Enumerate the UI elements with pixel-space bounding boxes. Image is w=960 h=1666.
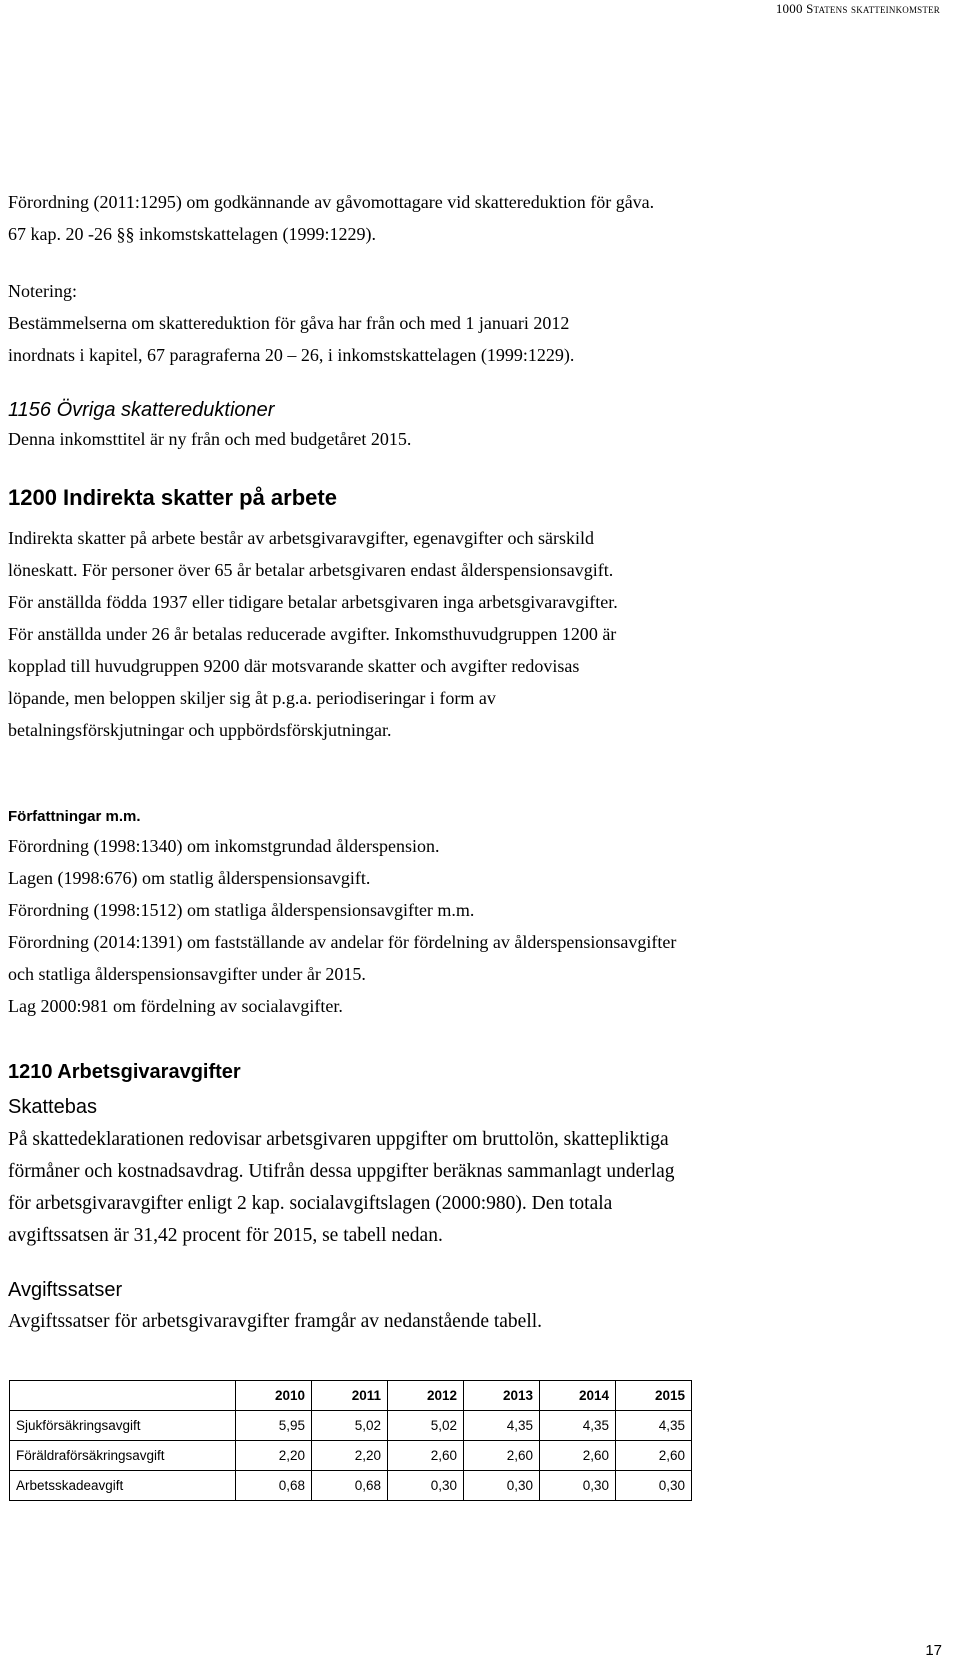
section-1200-heading: 1200 Indirekta skatter på arbete bbox=[8, 485, 337, 510]
section-1200-line: löpande, men beloppen skiljer sig åt p.g.a. periodiseringar i form av bbox=[8, 688, 496, 708]
page-number: 17 bbox=[925, 1642, 942, 1659]
table-cell: 2,60 bbox=[616, 1441, 692, 1471]
table-header-cell: 2015 bbox=[616, 1381, 692, 1411]
table-header-cell: 2011 bbox=[312, 1381, 388, 1411]
row-label: Arbetsskadeavgift bbox=[10, 1471, 236, 1501]
table-header-cell: 2010 bbox=[236, 1381, 312, 1411]
table-cell: 4,35 bbox=[464, 1411, 540, 1441]
row-label: Föräldraförsäkringsavgift bbox=[10, 1441, 236, 1471]
running-header bbox=[776, 1, 940, 17]
table-cell: 2,60 bbox=[388, 1441, 464, 1471]
table-header-cell bbox=[10, 1381, 236, 1411]
skattebas-line: avgiftssatsen är 31,42 procent för 2015, se tabell nedan. bbox=[8, 1225, 443, 1246]
table-cell: 2,20 bbox=[236, 1441, 312, 1471]
header-title: Statens skatteinkomster bbox=[806, 1, 940, 16]
table-cell: 0,30 bbox=[388, 1471, 464, 1501]
legislation-line: Lagen (1998:676) om statlig ålderspensionsavgift. bbox=[8, 868, 371, 888]
table-row bbox=[10, 1441, 692, 1471]
table-cell: 2,20 bbox=[312, 1441, 388, 1471]
table-cell: 5,95 bbox=[236, 1411, 312, 1441]
section-1156-text: Denna inkomsttitel är ny från och med budgetåret 2015. bbox=[8, 429, 412, 449]
legislation-line: Förordning (2014:1391) om fastställande av andelar för fördelning av ålderspensionsavgifter bbox=[8, 932, 677, 952]
table-cell: 0,68 bbox=[312, 1471, 388, 1501]
section-1210-heading: 1210 Arbetsgivaravgifter bbox=[8, 1061, 241, 1083]
legislation-heading: Författningar m.m. bbox=[8, 808, 141, 825]
table-header-cell: 2013 bbox=[464, 1381, 540, 1411]
intro-block bbox=[8, 186, 948, 250]
section-1200-line: betalningsförskjutningar och uppbördsförskjutningar. bbox=[8, 720, 392, 740]
table-cell: 0,30 bbox=[464, 1471, 540, 1501]
legislation-line: Förordning (1998:1512) om statliga ålderspensionsavgifter m.m. bbox=[8, 900, 475, 920]
header-number: 1000 bbox=[775, 1, 803, 16]
skattebas-subheading: Skattebas bbox=[8, 1096, 97, 1118]
table-cell: 2,60 bbox=[540, 1441, 616, 1471]
table-cell: 0,30 bbox=[616, 1471, 692, 1501]
legislation-line: Förordning (1998:1340) om inkomstgrundad ålderspension. bbox=[8, 836, 440, 856]
section-1200-line: Indirekta skatter på arbete består av arbetsgivaravgifter, egenavgifter och särskild bbox=[8, 528, 595, 548]
note-line: Bestämmelserna om skattereduktion för gåva har från och med 1 januari 2012 bbox=[8, 313, 570, 333]
legislation-line: Lag 2000:981 om fördelning av socialavgifter. bbox=[8, 996, 343, 1016]
skattebas-line: förmåner och kostnadsavdrag. Utifrån dessa uppgifter beräknas sammanlagt underlag bbox=[8, 1161, 675, 1182]
section-1200-line: kopplad till huvudgruppen 9200 där motsvarande skatter och avgifter redovisas bbox=[8, 656, 580, 676]
legislation-block bbox=[8, 806, 948, 1022]
row-label: Sjukförsäkringsavgift bbox=[10, 1411, 236, 1441]
section-1200 bbox=[8, 483, 948, 746]
section-1200-line: För anställda under 26 år betalas reducerade avgifter. Inkomsthuvudgruppen 1200 är bbox=[8, 624, 617, 644]
table-row bbox=[10, 1411, 692, 1441]
table-cell: 5,02 bbox=[388, 1411, 464, 1441]
note-label: Notering: bbox=[8, 281, 77, 301]
table-header-cell: 2014 bbox=[540, 1381, 616, 1411]
legislation-line: och statliga ålderspensionsavgifter under år 2015. bbox=[8, 964, 366, 984]
table-header-cell: 2012 bbox=[388, 1381, 464, 1411]
table-cell: 4,35 bbox=[540, 1411, 616, 1441]
section-1200-line: För anställda födda 1937 eller tidigare betalar arbetsgivaren inga arbetsgivaravgifter. bbox=[8, 592, 618, 612]
table-cell: 0,30 bbox=[540, 1471, 616, 1501]
table-cell: 2,60 bbox=[464, 1441, 540, 1471]
section-1200-line: löneskatt. För personer över 65 år betalar arbetsgivaren endast ålderspensionsavgift. bbox=[8, 560, 614, 580]
table-cell: 4,35 bbox=[616, 1411, 692, 1441]
avgiftssatser-text: Avgiftssatser för arbetsgivaravgifter framgår av nedanstående tabell. bbox=[8, 1311, 543, 1332]
section-1210 bbox=[8, 1058, 948, 1338]
table-cell: 5,02 bbox=[312, 1411, 388, 1441]
table-row bbox=[10, 1471, 692, 1501]
skattebas-line: På skattedeklarationen redovisar arbetsgivaren uppgifter om bruttolön, skattepliktiga bbox=[8, 1129, 669, 1150]
section-1156 bbox=[8, 396, 948, 454]
note-line: inordnats i kapitel, 67 paragraferna 20 – 26, i inkomstskattelagen (1999:1229). bbox=[8, 345, 575, 365]
intro-line: Förordning (2011:1295) om godkännande av gåvomottagare vid skattereduktion för gåva. bbox=[8, 192, 655, 212]
note-block bbox=[8, 275, 948, 371]
rates-table bbox=[9, 1380, 692, 1501]
table-cell: 0,68 bbox=[236, 1471, 312, 1501]
avgiftssatser-subheading: Avgiftssatser bbox=[8, 1279, 123, 1301]
table-header-row bbox=[10, 1381, 692, 1411]
section-1156-heading: 1156 Övriga skattereduktioner bbox=[8, 399, 275, 421]
skattebas-line: för arbetsgivaravgifter enligt 2 kap. socialavgiftslagen (2000:980). Den totala bbox=[8, 1193, 613, 1214]
intro-line: 67 kap. 20 -26 §§ inkomstskattelagen (1999:1229). bbox=[8, 224, 376, 244]
